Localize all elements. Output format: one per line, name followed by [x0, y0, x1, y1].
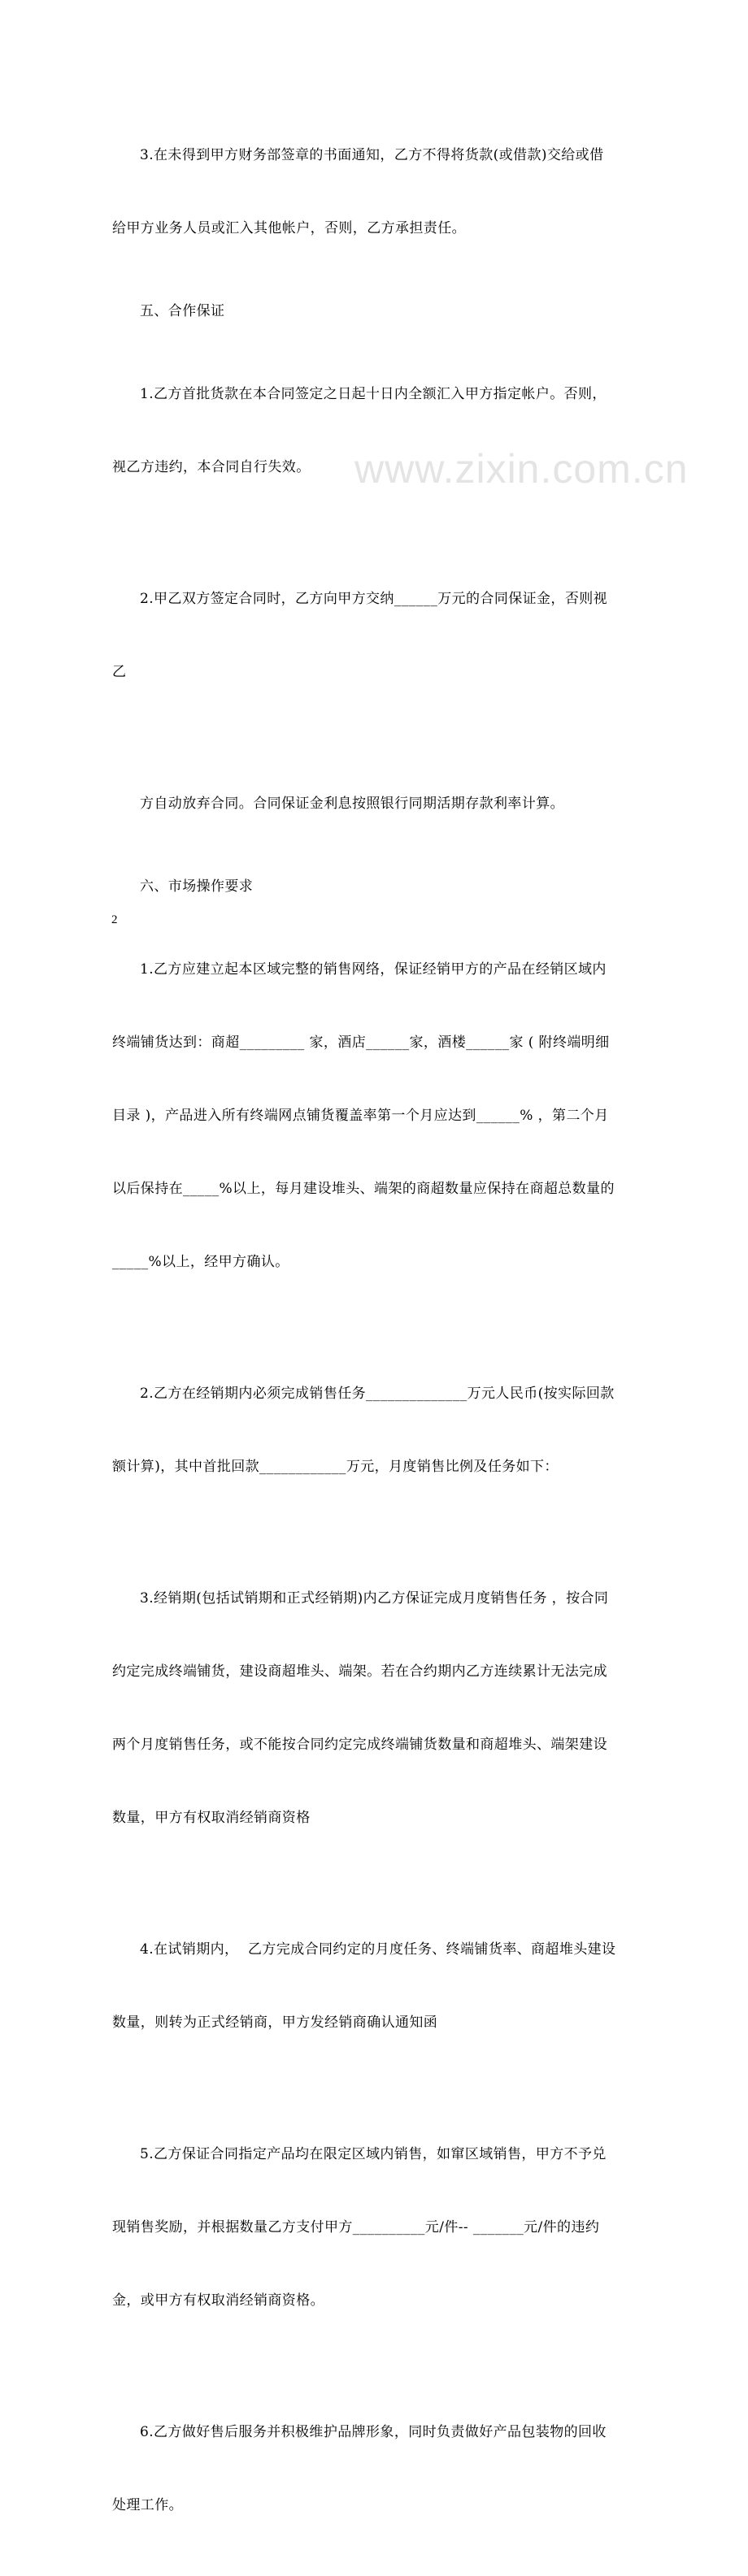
text-line: 给甲方业务人员或汇入其他帐户，否则，乙方承担责任。 [112, 220, 466, 236]
text-line: 3.经销期(包括试销期和正式经销期)内乙方保证完成月度销售任务 ，按合同 [140, 1590, 609, 1607]
clause-paragraph [112, 2093, 636, 2361]
text-line: 2.乙方在经销期内必须完成销售任务______________万元人民币(按实际回款 [140, 1386, 615, 1402]
text-line: 数量，甲方有权取消经销商资格 [112, 1810, 311, 1826]
text-line: 目录 )，产品进入所有终端网点铺货覆盖率第一个月应达到______% ，第二个月 [112, 1108, 609, 1124]
page-number: 2 [111, 913, 118, 926]
text-line: 1.乙方应建立起本区域完整的销售网络，保证经销甲方的产品在经销区域内 [140, 961, 607, 978]
text-line: 5.乙方保证合同指定产品均在限定区域内销售，如窜区域销售，甲方不予兑 [140, 2146, 607, 2162]
text-line: 终端铺货达到：商超_________ 家，酒店______家，酒楼______家 ( 附终端明细 [112, 1034, 610, 1051]
text-line: 处理工作。 [112, 2497, 183, 2513]
clause-paragraph [112, 743, 636, 865]
text-line: 4.在试销期内， 乙方完成合同约定的月度任务、终端铺货率、商超堆头建设 [140, 1941, 616, 1958]
text-line: 金，或甲方有权取消经销商资格。 [112, 2292, 324, 2309]
section-heading: 六、市场操作要求 [140, 878, 254, 895]
section-heading: 五、合作保证 [140, 303, 225, 319]
text-line: 1.乙方首批货款在本合同签定之日起十日内全额汇入甲方指定帐户。否则， [140, 386, 607, 402]
text-line: 乙 [112, 664, 127, 680]
text-line: 数量，则转为正式经销商，甲方发经销商确认通知函 [112, 2014, 438, 2031]
clause-paragraph [112, 94, 636, 289]
clause-paragraph [112, 333, 636, 528]
clause-paragraph [112, 1889, 636, 2084]
text-line: 6.乙方做好售后服务并积极维护品牌形象，同时负责做好产品包装物的回收 [140, 2424, 607, 2440]
text-line: 方自动放弃合同。合同保证金利息按照银行同期活期存款利率计算。 [140, 796, 564, 812]
text-line: 以后保持在_____%以上，每月建设堆头、端架的商超数量应保持在商超总数量的 [112, 1181, 615, 1197]
text-line: 现销售奖励，并根据数量乙方支付甲方__________元/件-- _______元/件的违约 [112, 2219, 600, 2236]
text-line: 约定完成终端铺货，建设商超堆头、端架。若在合约期内乙方连续累计无法完成 [112, 1663, 607, 1680]
text-line: _____%以上，经甲方确认。 [112, 1254, 289, 1270]
clause-paragraph [112, 2371, 636, 2566]
text-line: 2.甲乙双方签定合同时，乙方向甲方交纳______万元的合同保证金，否则视 [140, 591, 608, 607]
text-line: 额计算)，其中首批回款____________万元，月度销售比例及任务如下： [112, 1459, 559, 1475]
watermark-text: www.zixin.com.cn [354, 446, 689, 492]
clause-paragraph [112, 1537, 636, 1879]
clause-paragraph [112, 1333, 636, 1528]
clause-paragraph [112, 538, 636, 733]
text-line: 3.在未得到甲方财务部签章的书面通知，乙方不得将货款(或借款)交给或借 [140, 147, 604, 163]
text-line: 视乙方违约，本合同自行失效。 [112, 459, 311, 475]
clause-paragraph [112, 909, 636, 1323]
text-line: 两个月度销售任务，或不能按合同约定完成终端铺货数量和商超堆头、端架建设 [112, 1737, 607, 1753]
